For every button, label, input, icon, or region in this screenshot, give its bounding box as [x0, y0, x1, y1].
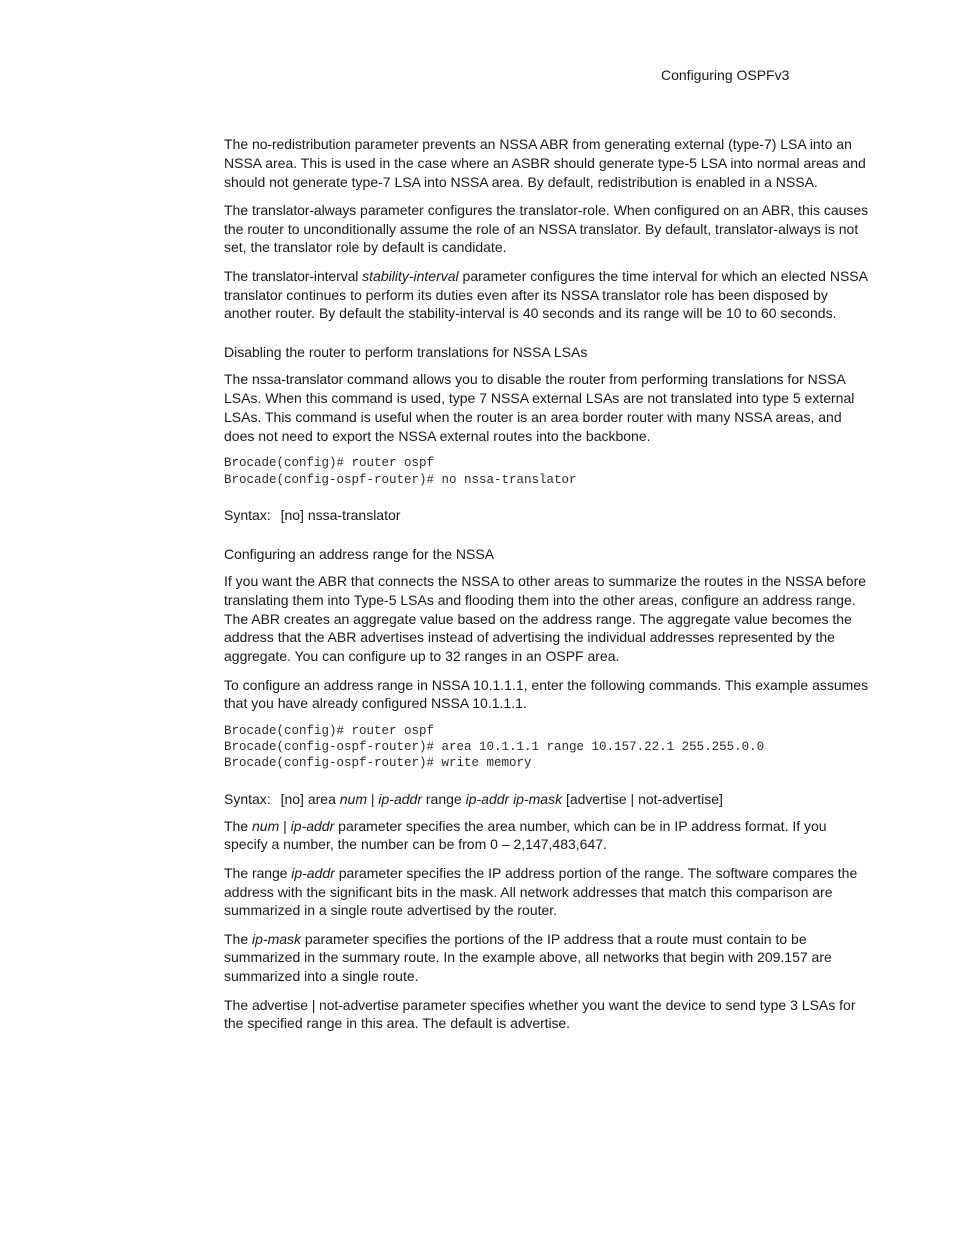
text: The — [224, 136, 253, 152]
text: The — [224, 930, 253, 947]
paragraph-translator-always — [224, 201, 870, 257]
syntax-variable: ip-addr — [378, 790, 422, 807]
text: parameter specifies the portions of the IP address that a route must contain to be summarized in the summary route. In the example above, all networks that begin with 209.157 are summarized into a single route. — [224, 930, 832, 985]
keyword: no-redistribution — [252, 136, 351, 152]
paragraph-no-redistribution — [224, 135, 870, 191]
code-line: Brocade(config)# router ospf — [224, 723, 435, 738]
syntax-line-disable — [224, 506, 870, 525]
paragraph-nssa-translator — [224, 370, 870, 445]
running-header: Configuring OSPFv3 — [661, 67, 790, 83]
variable: num — [252, 817, 280, 834]
text: | — [279, 817, 291, 834]
text: . — [566, 1015, 570, 1032]
variable: ip-addr — [291, 864, 335, 881]
page-body — [224, 135, 870, 1043]
syntax-line-range — [224, 790, 870, 809]
syntax-part: range — [422, 790, 466, 807]
variable: ip-addr — [290, 817, 335, 834]
text: command allows you to disable the router from performing translations for NSSA LSAs. When this command is used, type 7 NSSA external LSAs are not translated into type 5 external LSAs. This command is useful when the router is an area border router with many NSSA areas, and does not need to export the NSSA external routes into the backbone. — [224, 371, 855, 444]
text: The — [224, 371, 253, 388]
section-heading-range: Configuring an address range for the NSSA — [224, 545, 495, 562]
syntax-part: [advertise | not-advertise] — [562, 790, 723, 807]
text: parameter configures the translator-role. When configured on an ABR, this causes the router to unconditionally assume the role of an NSSA translator. By default, translator-always is not set, the translator role by default is candidate. — [224, 201, 869, 256]
paragraph-range-example: To configure an address range in NSSA 10.1.1.1, enter the following commands. This example assumes that you have already configured NSSA 10.1.1.1. — [224, 676, 869, 712]
code-line: Brocade(config-ospf-router)# area 10.1.1.1 range 10.157.22.1 255.255.0.0 — [224, 740, 765, 755]
keyword: translator-interval — [252, 267, 359, 284]
paragraph-translator-interval — [224, 267, 870, 323]
text: The — [224, 996, 253, 1013]
text: parameter specifies the IP address portion of the range. The software compares the address with the significant bits in the mask. All network addresses that match this comparison are summarized in a single route advertised by the router. — [224, 864, 858, 919]
code-line: Brocade(config)# router ospf — [224, 456, 435, 471]
text: parameter specifies whether you want the device to send type 3 LSAs for the specified range in this area. The default is — [224, 996, 856, 1032]
syntax-variable: num — [339, 790, 367, 807]
variable: ip-mask — [252, 930, 302, 947]
text: parameter prevents an NSSA ABR from generating external (type-7) LSA into an NSSA area. This is used in the case where an ASBR should generate type-5 LSA into normal areas and should not generate type-7 LSA into NSSA area. By default, redistribution is enabled in a NSSA. — [224, 136, 866, 190]
code-line: Brocade(config-ospf-router)# write memory — [224, 756, 532, 771]
syntax-part: | — [366, 790, 379, 807]
keyword: translator-always — [252, 201, 357, 218]
code-line: Brocade(config-ospf-router)# no nssa-translator — [224, 472, 577, 487]
keyword: nssa-translator — [252, 371, 344, 388]
syntax-part: [no] area — [280, 790, 340, 807]
syntax-variable: ip-addr ip-mask — [465, 790, 563, 807]
text: The — [224, 267, 253, 284]
code-block-disable — [224, 455, 870, 488]
syntax-text: [no] nssa-translator — [280, 506, 401, 523]
syntax-label: Syntax: — [224, 506, 271, 523]
keyword: advertise | not-advertise — [252, 996, 399, 1013]
variable: stability-interval — [362, 267, 459, 284]
text: The — [224, 201, 253, 218]
keyword: range — [252, 864, 288, 881]
text: The — [224, 817, 253, 834]
keyword: advertise — [510, 1015, 567, 1032]
text: parameter configures the time interval for which an elected NSSA translator continues to perform its duties even after its NSSA translator role has been disposed by another router. By default the stability-interval is 40 seconds and its range will be 10 to 60 seconds. — [224, 267, 868, 322]
paragraph-num-ip-addr — [224, 817, 870, 855]
text: The — [224, 864, 253, 881]
paragraph-range-ip-addr — [224, 864, 870, 920]
section-heading-disable: Disabling the router to perform translations for NSSA LSAs — [224, 344, 588, 361]
paragraph-advertise — [224, 996, 870, 1034]
paragraph-ip-mask — [224, 930, 870, 986]
syntax-label: Syntax: — [224, 790, 271, 807]
text: parameter specifies the area number, which can be in IP address format. If you specify a number, the number can be from 0 – 2,147,483,647. — [224, 817, 827, 853]
code-block-range — [224, 723, 870, 772]
paragraph-range-intro: If you want the ABR that connects the NSSA to other areas to summarize the routes in the NSSA before translating them into Type-5 LSAs and flooding them into the other areas, configure an address range. The ABR creates an aggregate value based on the address range. The aggregate value becomes the address that the ABR advertises instead of advertising the individual addresses represented by the aggregate. You can configure up to 32 ranges in an OSPF area. — [224, 573, 867, 665]
